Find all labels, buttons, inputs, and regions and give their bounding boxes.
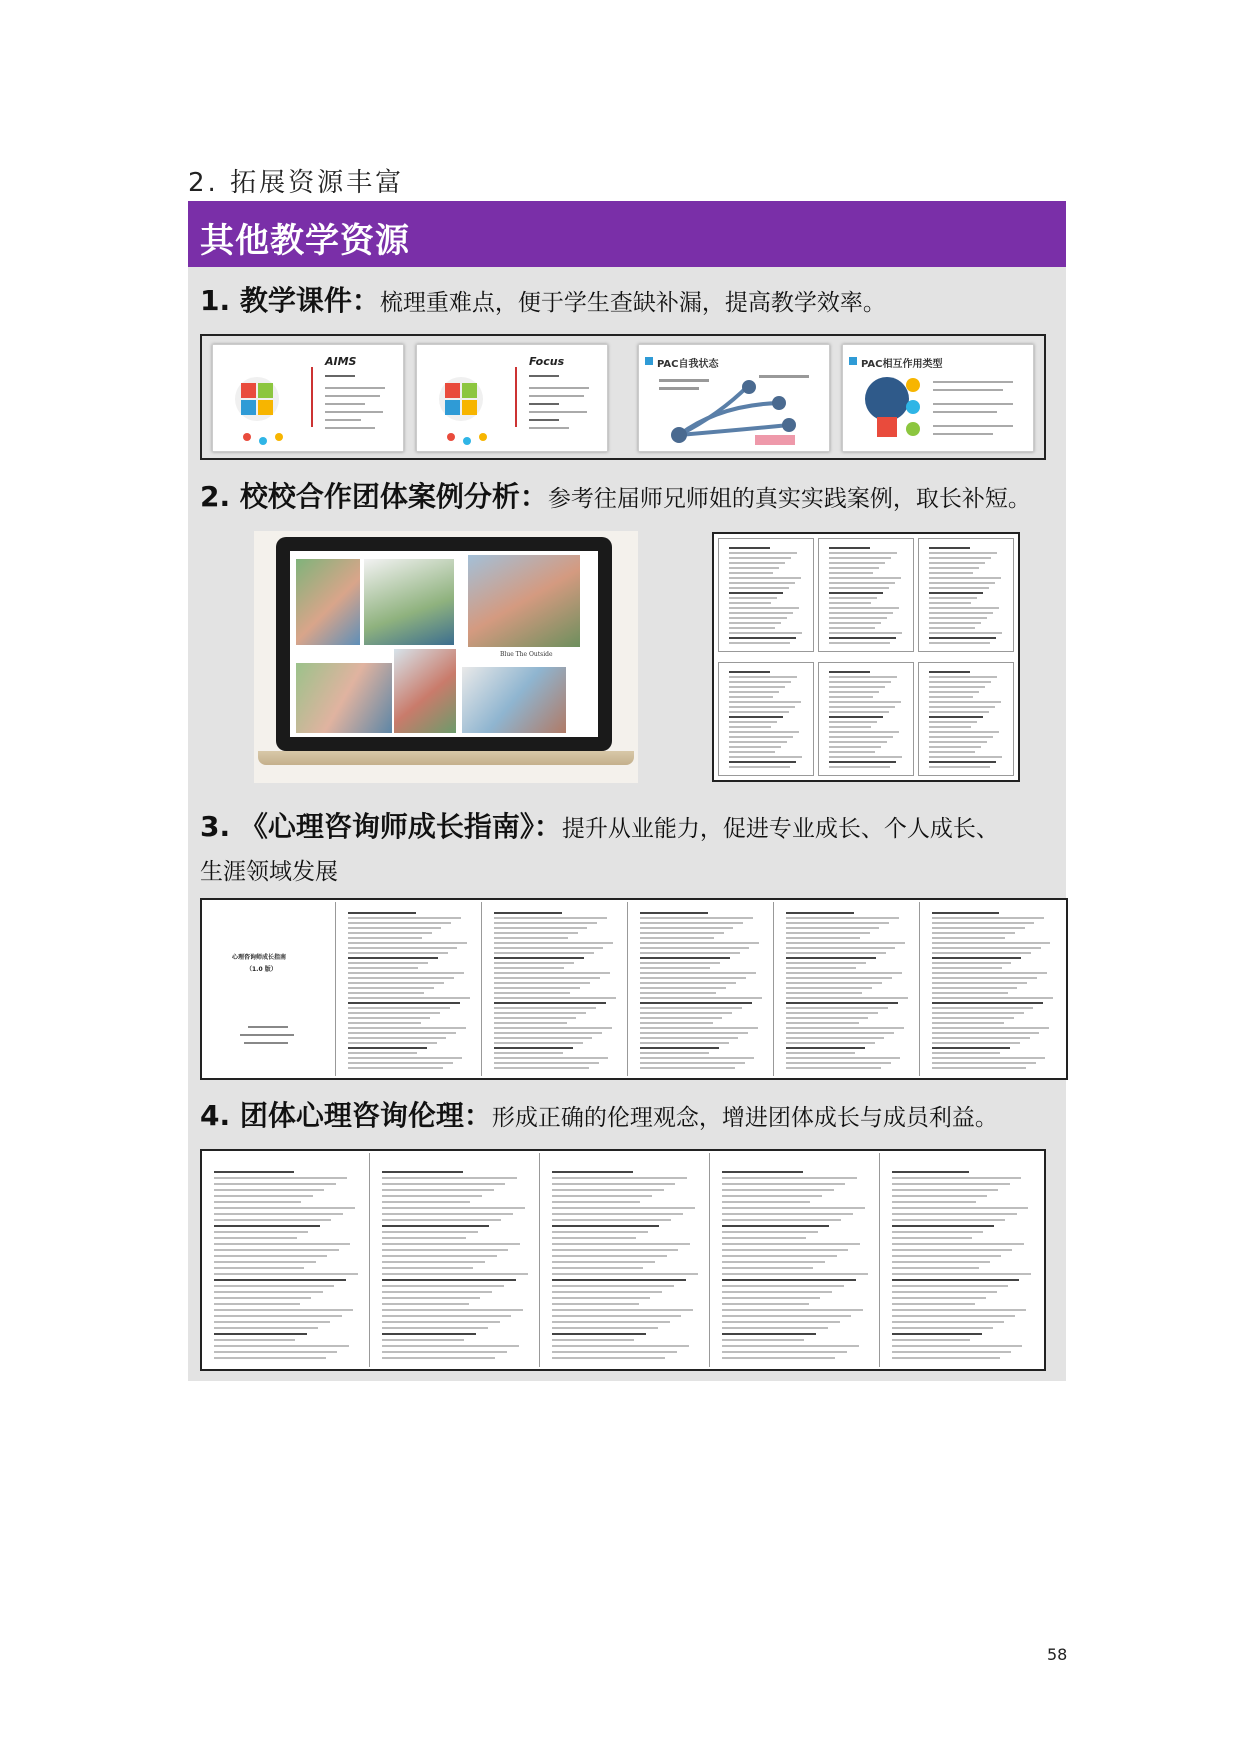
slide-pac-interaction — [842, 344, 1034, 452]
section-3-desc: 提升从业能力，促进专业成长、个人成长、 — [561, 816, 999, 842]
guide-page — [776, 902, 920, 1076]
banner — [188, 201, 1066, 267]
ethics-page — [204, 1153, 370, 1367]
guide-page — [338, 902, 482, 1076]
photo — [468, 555, 580, 647]
section-2-desc: 参考往届师兄师姐的真实实践案例，取长补短。 — [547, 486, 1031, 512]
guide-page — [630, 902, 774, 1076]
guide-cover-subtitle: （1.0 版） — [246, 966, 277, 973]
section-4-title: 4. 团体心理咨询伦理： — [200, 1099, 492, 1132]
guide-cover — [204, 902, 336, 1076]
section-3-title: 3. 《心理咨询师成长指南》： — [200, 810, 562, 843]
laptop-image — [254, 531, 638, 783]
lightbulb-icon — [863, 373, 923, 447]
guide-page — [484, 902, 628, 1076]
ethics-page — [882, 1153, 1042, 1367]
section-1-title: 1. 教学课件： — [200, 284, 380, 317]
section-3-heading — [200, 805, 999, 845]
laptop-caption: Blue The Outside — [500, 651, 553, 658]
case-documents — [712, 532, 1020, 782]
guide-page — [922, 902, 1064, 1076]
ethics-page — [372, 1153, 540, 1367]
page-number: 58 — [1047, 1645, 1068, 1664]
puzzle-icon — [233, 375, 281, 423]
section-1-heading — [200, 279, 886, 319]
section-2-title: 2. 校校合作团体案例分析： — [200, 480, 548, 513]
ethics-pages — [200, 1149, 1046, 1371]
section-1-desc: 梳理重难点，便于学生查缺补漏，提高教学效率。 — [379, 290, 886, 316]
banner-title: 其他教学资源 — [200, 221, 410, 261]
slide-tag: Focus — [529, 355, 565, 368]
photo — [296, 663, 392, 733]
slide-pac-state — [638, 344, 830, 452]
photo — [394, 649, 456, 733]
guide-pages — [200, 898, 1068, 1080]
slide-aims — [212, 344, 404, 452]
courseware-slides — [200, 334, 1046, 460]
slide-tag: AIMS — [325, 355, 357, 368]
resource-panel — [188, 201, 1066, 1381]
slide-title: PAC自我状态 — [657, 359, 719, 370]
section-heading: 2. 拓展资源丰富 — [188, 168, 405, 198]
slide-focus — [416, 344, 608, 452]
puzzle-icon — [437, 375, 485, 423]
slide-title: PAC相互作用类型 — [861, 359, 943, 370]
photo — [462, 667, 566, 733]
pac-diagram-icon — [659, 375, 819, 449]
section-3-desc-continued: 生涯领域发展 — [200, 859, 338, 885]
section-2-heading — [200, 475, 1031, 515]
photo — [364, 559, 454, 645]
guide-cover-title: 心理咨询师成长指南 — [232, 954, 287, 961]
photo — [296, 559, 360, 645]
ethics-page — [542, 1153, 710, 1367]
section-4-desc: 形成正确的伦理观念，增进团体成长与成员利益。 — [491, 1105, 998, 1131]
ethics-page — [712, 1153, 880, 1367]
section-4-heading — [200, 1094, 998, 1134]
